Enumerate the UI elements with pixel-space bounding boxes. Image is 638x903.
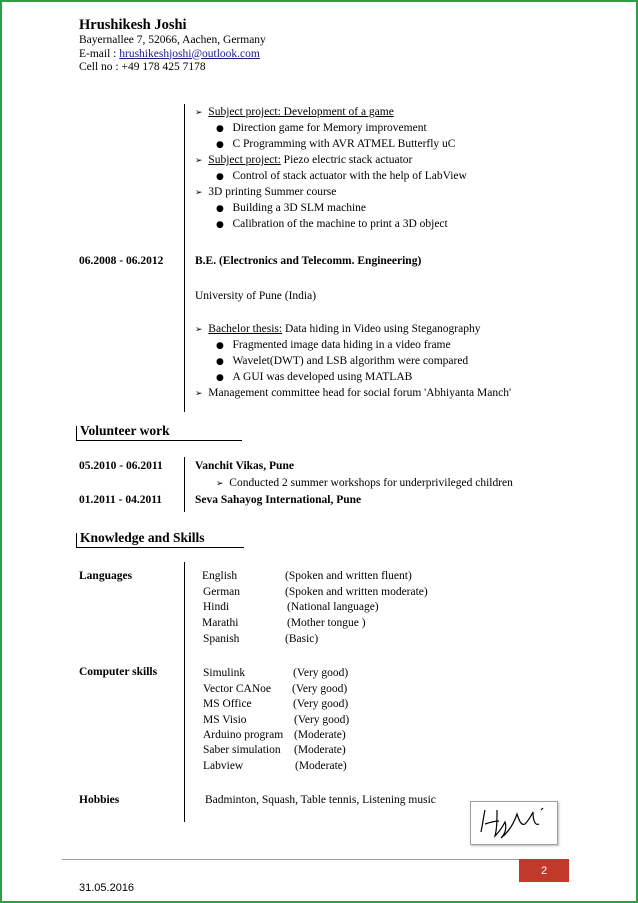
bullet-icon: ● [216, 140, 224, 150]
project-2-text: Piezo electric stack actuator [283, 154, 413, 166]
candidate-name: Hrushikesh Joshi [79, 17, 187, 33]
project-3 [195, 186, 336, 198]
list-item: ● Fragmented image data hiding in a video frame [216, 339, 451, 351]
volunteer-2-dates: 01.2011 - 04.2011 [79, 494, 163, 506]
section-heading-bar [76, 533, 77, 548]
project-1-label: Subject project: Development of a game [208, 106, 394, 118]
bullet-icon: ● [216, 204, 224, 214]
project-1 [195, 106, 394, 118]
volunteer-1-org: Vanchit Vikas, Pune [195, 460, 294, 472]
project-3-label: 3D printing Summer course [208, 186, 337, 198]
skill-level: (Very good) [294, 714, 350, 726]
skill-name: MS Visio [203, 714, 247, 726]
volunteer-1-item: ➢ Conducted 2 summer workshops for underprivileged children [216, 477, 513, 489]
email-line [79, 48, 266, 62]
language-level: (Mother tongue ) [287, 617, 366, 629]
list-item: ● Control of stack actuator with the help of LabView [216, 170, 467, 182]
arrow-bullet-icon: ➢ [195, 389, 203, 399]
section-heading-volunteer: Volunteer work [80, 423, 170, 438]
skill-level: (Moderate) [294, 729, 346, 741]
list-item: ● Calibration of the machine to print a 3D object [216, 218, 448, 230]
education-degree: B.E. (Electronics and Telecomm. Engineering) [195, 255, 422, 267]
column-divider-skills [184, 562, 185, 822]
list-item: ● C Programming with AVR ATMEL Butterfly uC [216, 138, 456, 150]
volunteer-1-dates: 05.2010 - 06.2011 [79, 460, 163, 472]
bullet-icon: ● [216, 341, 224, 351]
footer-divider [62, 859, 568, 860]
language-level: (National language) [287, 601, 379, 613]
skill-name: Simulink [203, 667, 246, 679]
project-2-label: Subject project: [208, 154, 281, 166]
thesis-label: Bachelor thesis: [208, 323, 283, 335]
thesis [195, 323, 480, 335]
column-divider-volunteer [184, 457, 185, 512]
skill-level: (Very good) [292, 683, 348, 695]
skill-level: (Very good) [293, 667, 349, 679]
computer-skills-label: Computer skills [79, 666, 158, 678]
arrow-bullet-icon: ➢ [195, 188, 203, 198]
contact-block [79, 34, 266, 75]
project-2 [195, 154, 412, 166]
skill-name: Saber simulation [203, 744, 281, 756]
address: Bayernallee 7, 52066, Aachen, Germany [79, 34, 266, 46]
section-heading-bar [76, 426, 77, 441]
section-underline [76, 547, 244, 548]
arrow-bullet-icon: ➢ [216, 479, 224, 489]
skill-name: MS Office [203, 698, 252, 710]
language-name: Spanish [203, 633, 240, 645]
bullet-icon: ● [216, 373, 224, 383]
skill-level: (Moderate) [294, 744, 346, 756]
skill-level: (Moderate) [295, 760, 347, 772]
bullet-icon: ● [216, 220, 224, 230]
language-name: Hindi [203, 601, 230, 613]
arrow-bullet-icon: ➢ [195, 156, 203, 166]
column-divider-top [184, 104, 185, 252]
page-number-badge: 2 [519, 859, 569, 882]
hobbies-label: Hobbies [79, 794, 120, 806]
education-dates: 06.2008 - 06.2012 [79, 255, 164, 267]
bullet-icon: ● [216, 357, 224, 367]
section-underline [76, 440, 242, 441]
list-item: ● A GUI was developed using MATLAB [216, 371, 413, 383]
footer-date: 31.05.2016 [79, 882, 135, 894]
bullet-icon: ● [216, 124, 224, 134]
cell-number: Cell no : +49 178 425 7178 [79, 61, 206, 73]
section-heading-skills: Knowledge and Skills [80, 530, 205, 545]
signature-box [470, 801, 558, 845]
signature-image [471, 802, 557, 844]
language-name: Marathi [202, 617, 239, 629]
skill-name: Vector CANoe [203, 683, 272, 695]
email-label: E-mail : [79, 47, 117, 60]
language-name: English [202, 570, 238, 582]
hobbies-text: Badminton, Squash, Table tennis, Listening music [205, 794, 436, 806]
committee: ➢ Management committee head for social forum 'Abhiyanta Manch' [195, 387, 512, 399]
arrow-bullet-icon: ➢ [195, 108, 203, 118]
arrow-bullet-icon: ➢ [195, 325, 203, 335]
column-divider-education [184, 252, 185, 412]
language-name: German [203, 586, 241, 598]
languages-label: Languages [79, 570, 133, 582]
skill-name: Labview [203, 760, 244, 772]
language-level: (Spoken and written fluent) [285, 570, 412, 582]
skill-name: Arduino program [203, 729, 284, 741]
education-university: University of Pune (India) [195, 290, 317, 302]
bullet-icon: ● [216, 172, 224, 182]
email-link[interactable]: hrushikeshjoshi@outlook.com [119, 47, 260, 60]
list-item: ● Building a 3D SLM machine [216, 202, 366, 214]
volunteer-2-org: Seva Sahayog International, Pune [195, 494, 362, 506]
list-item: ● Direction game for Memory improvement [216, 122, 427, 134]
list-item: ● Wavelet(DWT) and LSB algorithm were compared [216, 355, 469, 367]
thesis-text: Data hiding in Video using Steganography [284, 323, 481, 335]
skill-level: (Very good) [293, 698, 349, 710]
language-level: (Spoken and written moderate) [285, 586, 428, 598]
language-level: (Basic) [285, 633, 319, 645]
